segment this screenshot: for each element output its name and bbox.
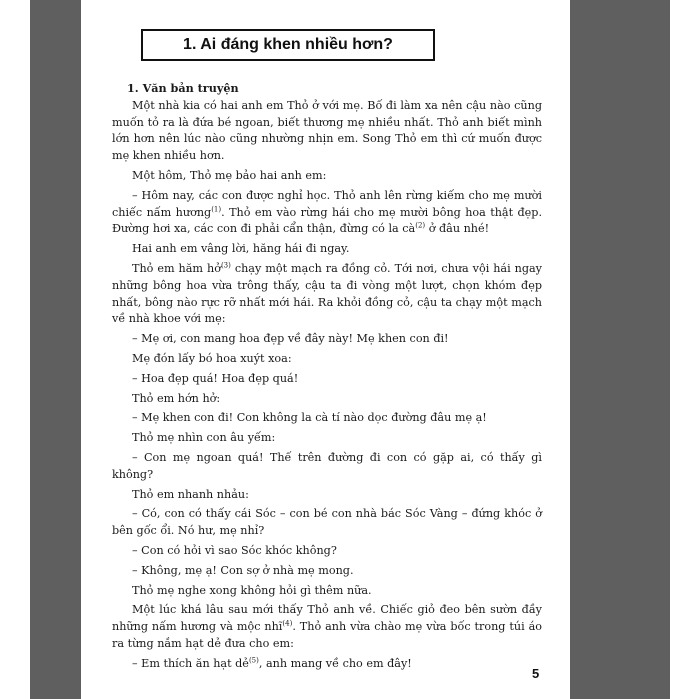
footnote-ref: (5) — [248, 655, 259, 664]
paragraph: Một hôm, Thỏ mẹ bảo hai anh em: — [132, 168, 327, 182]
paragraph: Hai anh em vâng lời, hăng hái đi ngay. — [132, 242, 350, 256]
paragraph: – Hôm nay, các con được nghỉ học. Thỏ anh lên rừng kiếm cho mẹ mười chiếc nấm hương$^{(1)}$. Thỏ em vào rừng hái cho mẹ mười bông hoa thật đẹp. Đường hơi xa, các con đi phải cẩn thận, đừng có la $cà^{(2)}$ ở đâu nhé! — [112, 188, 542, 236]
paragraph: – Có, con có thấy cái Sóc – con bé con nhà bác Sóc Vàng – đứng khóc ở bên gốc ổi. Nó hư, mẹ nhỉ? — [112, 507, 542, 538]
paragraph: Thỏ em hăm hở$^{(3)}$ chạy một mạch ra đồng cỏ. Tới nơi, chưa vội hái ngay những bông hoa vừa trông thấy, cậu ta đi vòng một lượt, chọn khóm đẹp nhất, bông nào rực rỡ nhất mới hái. Ra khỏi đồng cỏ, cậu ta chạy một mạch về nhà khoe với mẹ: — [112, 261, 542, 326]
footnote-ref: (1) — [211, 204, 222, 213]
paragraph: – Con có hỏi vì sao Sóc khóc không? — [132, 543, 337, 557]
paragraph: Thỏ mẹ nghe xong không hỏi gì thêm nữa. — [132, 583, 372, 597]
paragraph: Một lúc khá lâu sau mới thấy Thỏ anh về. Chiếc giỏ đeo bên sườn đầy những nấm hương và mộc nhĩ$^{(4)}$. Thỏ anh vừa chào mẹ vừa bốc trong túi áo ra từng nắm hạt dẻ đưa cho em: — [112, 603, 542, 650]
paragraph: – Không, mẹ ạ! Con sợ ở nhà mẹ mong. — [132, 563, 354, 577]
paragraph: – Con mẹ ngoan quá! Thế trên đường đi con có gặp ai, có thấy gì không? — [112, 450, 542, 481]
paragraph: – Em thích ăn hạt dẻ$^{(5)}$, anh mang về cho em đây! — [132, 655, 412, 670]
footnote-ref: (3) — [220, 261, 231, 270]
paragraph: Thỏ mẹ nhìn con âu yếm: — [132, 431, 276, 445]
paragraph: – Mẹ khen con đi! Con không la cà tí nào dọc đường đâu mẹ ạ! — [132, 411, 487, 425]
paragraph: Thỏ em hớn hở: — [132, 391, 221, 405]
title-box — [141, 29, 435, 61]
paragraph: – Hoa đẹp quá! Hoa đẹp quá! — [132, 371, 299, 385]
page-title: 1. Ai đáng khen nhiều hơn? — [183, 36, 393, 53]
footnote-ref: (4) — [282, 619, 293, 628]
paragraph: Thỏ em nhanh nhảu: — [132, 487, 249, 501]
section-heading: 1. Văn bản truyện — [127, 81, 239, 95]
paragraph: Một nhà kia có hai anh em Thỏ ở với mẹ. Bố đi làm xa nên cậu nào cũng muốn tỏ ra là đứa bé ngoan, biết thương mẹ nhiều nhất. Thỏ anh biết mình lớn hơn nên lúc nào cũng nhường nhịn em. Song Thỏ em thì cứ muốn được mẹ khen nhiều hơn. — [112, 98, 542, 163]
paragraph: Mẹ đón lấy bó hoa xuýt xoa: — [132, 351, 292, 365]
story-text — [112, 80, 542, 676]
footnote-ref: (2) — [415, 221, 426, 230]
page-number: 5 — [532, 666, 540, 681]
paragraph: – Mẹ ơi, con mang hoa đẹp về đây này! Mẹ khen con đi! — [132, 332, 449, 346]
